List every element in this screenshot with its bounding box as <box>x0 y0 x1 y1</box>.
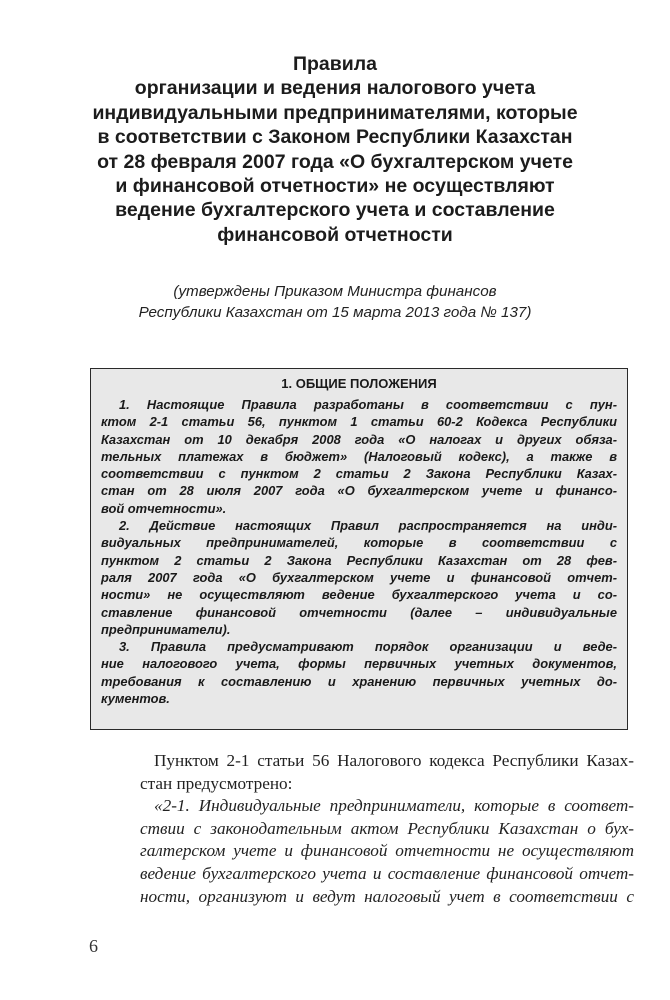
box-line: предприниматели). <box>101 621 231 637</box>
box-line: видуальных предпринимателей, которые в соответствии с <box>101 535 617 551</box>
title-line: финансовой отчетности <box>217 223 453 246</box>
box-line: ности» не осуществляют ведение бухгалтерского учета и со- <box>101 587 617 603</box>
approval-line: Республики Казахстан от 15 марта 2013 года № 137) <box>138 304 532 321</box>
box-line: 3. Правила предусматривают порядок организации и веде- <box>119 639 617 655</box>
page-number: 6 <box>89 936 98 956</box>
body-line: стан предусмотрено: <box>140 773 293 793</box>
box-line: 1. Настоящие Правила разработаны в соответствии с пун- <box>119 397 617 412</box>
title-line: от 28 февраля 2007 года «О бухгалтерском учете <box>97 150 573 173</box>
box-line: раля 2007 года «О бухгалтерском учете и финансовой отчет- <box>101 569 617 585</box>
body-line: Пунктом 2-1 статьи 56 Налогового кодекса Республики Казах- <box>154 751 634 770</box>
box-line: тельных платежах в бюджет» (Налоговый кодекс), а также в <box>101 448 617 464</box>
box-line: пунктом 2 статьи 2 Закона Республики Казахстан от 28 фев- <box>101 552 617 568</box>
box-line: соответствии с пунктом 2 статьи 2 Закона Республики Казах- <box>101 466 617 482</box>
title-line: Правила <box>293 53 377 75</box>
general-provisions-box <box>90 368 628 730</box>
section-heading: 1. ОБЩИЕ ПОЛОЖЕНИЯ <box>281 376 437 391</box>
quote-line: ствии с законодательным актом Республики Казахстан о бух- <box>140 818 634 838</box>
document-title <box>80 52 590 247</box>
box-line: стан от 28 июля 2007 года «О бухгалтерском учете и финансо- <box>101 483 617 499</box>
approval-line: (утверждены Приказом Министра финансов <box>173 283 497 300</box>
title-line: в соответствии с Законом Республики Казахстан <box>97 126 573 149</box>
quote-line: галтерском учете и финансовой отчетности не осуществляют <box>140 841 634 861</box>
box-line: ние налогового учета, формы первичных учетных документов, <box>101 656 617 672</box>
box-line: Казахстан от 10 декабря 2008 года «О налогах и других обяза- <box>101 431 617 447</box>
box-line: вой отчетности». <box>101 500 227 516</box>
box-line: ктом 2-1 статьи 56, пунктом 1 статьи 60-2 Кодекса Республики <box>101 414 617 430</box>
quote-line: «2-1. Индивидуальные предприниматели, которые в соответ- <box>154 796 634 816</box>
box-line: 2. Действие настоящих Правил распространяется на инди- <box>119 518 617 534</box>
body-text <box>140 750 634 908</box>
title-line: ведение бухгалтерского учета и составление <box>115 199 555 222</box>
approval-note <box>80 281 590 323</box>
title-line: организации и ведения налогового учета <box>134 77 536 100</box>
quote-line: ности, организуют и ведут налоговый учет в соответствии с <box>140 886 634 906</box>
quote-line: ведение бухгалтерского учета и составление финансовой отчет- <box>140 863 634 883</box>
box-line: ставление финансовой отчетности (далее – индивидуальные <box>101 604 617 620</box>
box-line: требования к составлению и хранению первичных учетных до- <box>101 673 617 689</box>
title-line: и финансовой отчетности» не осуществляют <box>115 175 555 198</box>
title-line: индивидуальными предпринимателями, которые <box>92 101 578 124</box>
box-line: кументов. <box>101 691 170 707</box>
